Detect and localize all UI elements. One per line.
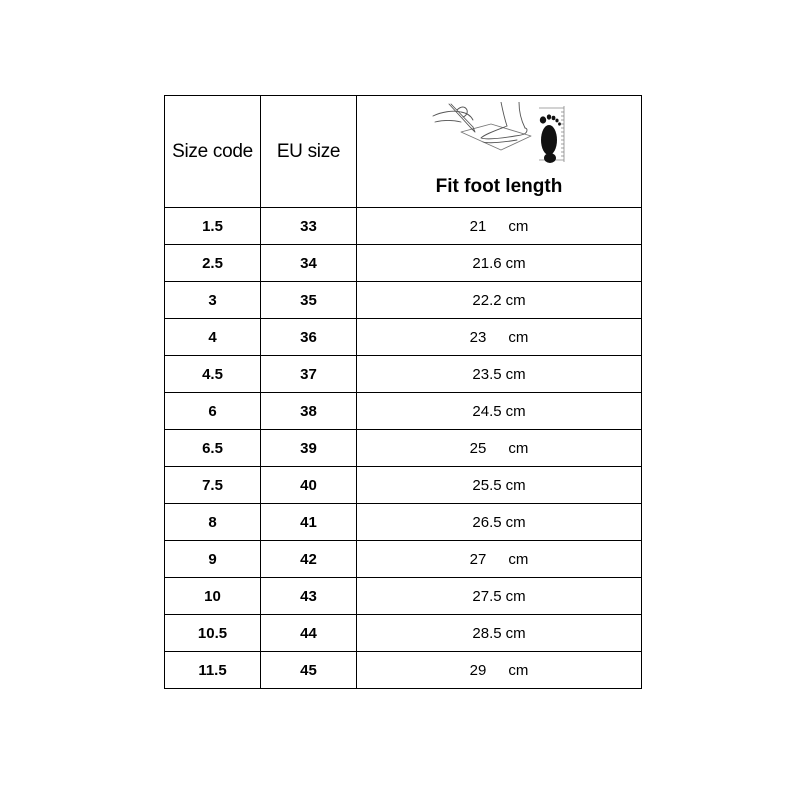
foot-length-unit: cm xyxy=(505,291,526,309)
foot-length-unit: cm xyxy=(505,513,526,531)
size-code-cell: 9 xyxy=(165,541,261,578)
foot-length-cell xyxy=(357,245,642,282)
eu-size-cell: 41 xyxy=(261,504,357,541)
eu-size-cell: 38 xyxy=(261,393,357,430)
foot-length-unit: cm xyxy=(505,587,526,605)
foot-length-cell xyxy=(357,578,642,615)
eu-size-cell: 35 xyxy=(261,282,357,319)
eu-size-cell: 45 xyxy=(261,652,357,689)
eu-size-cell: 37 xyxy=(261,356,357,393)
header-fit-foot-length-cell xyxy=(357,96,642,208)
size-code-cell: 3 xyxy=(165,282,261,319)
eu-size-cell: 43 xyxy=(261,578,357,615)
foot-length-cell xyxy=(357,356,642,393)
table-row xyxy=(165,356,642,393)
foot-length-value: 25.5 xyxy=(472,476,502,494)
foot-length-cell xyxy=(357,504,642,541)
foot-length-value: 25 xyxy=(469,439,487,457)
foot-length-value: 26.5 xyxy=(472,513,502,531)
table-row xyxy=(165,282,642,319)
table-row xyxy=(165,504,642,541)
foot-length-value: 27.5 xyxy=(472,587,502,605)
header-fit-foot-length: Fit foot length xyxy=(435,176,563,197)
foot-length-cell xyxy=(357,615,642,652)
table-row xyxy=(165,652,642,689)
foot-length-cell xyxy=(357,430,642,467)
table-row xyxy=(165,541,642,578)
foot-length-cell xyxy=(357,208,642,245)
table-row xyxy=(165,319,642,356)
table-row xyxy=(165,430,642,467)
foot-length-cell xyxy=(357,652,642,689)
size-code-cell: 8 xyxy=(165,504,261,541)
table-row xyxy=(165,393,642,430)
foot-length-value: 28.5 xyxy=(472,624,502,642)
size-code-cell: 11.5 xyxy=(165,652,261,689)
size-code-cell: 2.5 xyxy=(165,245,261,282)
eu-size-cell: 36 xyxy=(261,319,357,356)
size-code-cell: 7.5 xyxy=(165,467,261,504)
eu-size-cell: 39 xyxy=(261,430,357,467)
header-eu-size: EU size xyxy=(261,96,357,208)
eu-size-cell: 33 xyxy=(261,208,357,245)
eu-size-cell: 44 xyxy=(261,615,357,652)
foot-length-unit: cm xyxy=(508,439,529,457)
foot-length-cell xyxy=(357,541,642,578)
foot-length-value: 29 xyxy=(469,661,487,679)
foot-length-cell xyxy=(357,319,642,356)
foot-length-unit: cm xyxy=(508,550,529,568)
size-code-cell: 4 xyxy=(165,319,261,356)
table-row xyxy=(165,208,642,245)
table-row xyxy=(165,467,642,504)
foot-length-value: 23.5 xyxy=(472,365,502,383)
header-row xyxy=(165,96,642,208)
foot-length-unit: cm xyxy=(505,365,526,383)
foot-length-value: 21.6 xyxy=(472,254,502,272)
size-chart-table xyxy=(164,95,642,689)
table-row xyxy=(165,578,642,615)
foot-length-cell xyxy=(357,467,642,504)
foot-length-value: 24.5 xyxy=(472,402,502,420)
table-row xyxy=(165,615,642,652)
size-code-cell: 4.5 xyxy=(165,356,261,393)
eu-size-cell: 42 xyxy=(261,541,357,578)
size-chart-body xyxy=(165,96,642,689)
eu-size-cell: 34 xyxy=(261,245,357,282)
foot-length-unit: cm xyxy=(505,402,526,420)
foot-length-cell xyxy=(357,282,642,319)
foot-length-value: 21 xyxy=(469,217,487,235)
size-code-cell: 1.5 xyxy=(165,208,261,245)
eu-size-cell: 40 xyxy=(261,467,357,504)
foot-length-value: 22.2 xyxy=(472,291,502,309)
foot-length-value: 23 xyxy=(469,328,487,346)
size-code-cell: 6 xyxy=(165,393,261,430)
header-size-code: Size code xyxy=(165,96,261,208)
size-code-cell: 10.5 xyxy=(165,615,261,652)
foot-length-value: 27 xyxy=(469,550,487,568)
foot-length-unit: cm xyxy=(508,661,529,679)
table-row xyxy=(165,245,642,282)
foot-length-unit: cm xyxy=(505,624,526,642)
foot-length-unit: cm xyxy=(505,254,526,272)
foot-length-unit: cm xyxy=(508,328,529,346)
foot-length-unit: cm xyxy=(505,476,526,494)
size-code-cell: 10 xyxy=(165,578,261,615)
foot-measuring-illustration-icon xyxy=(431,102,569,166)
foot-length-cell xyxy=(357,393,642,430)
size-code-cell: 6.5 xyxy=(165,430,261,467)
foot-length-unit: cm xyxy=(508,217,529,235)
